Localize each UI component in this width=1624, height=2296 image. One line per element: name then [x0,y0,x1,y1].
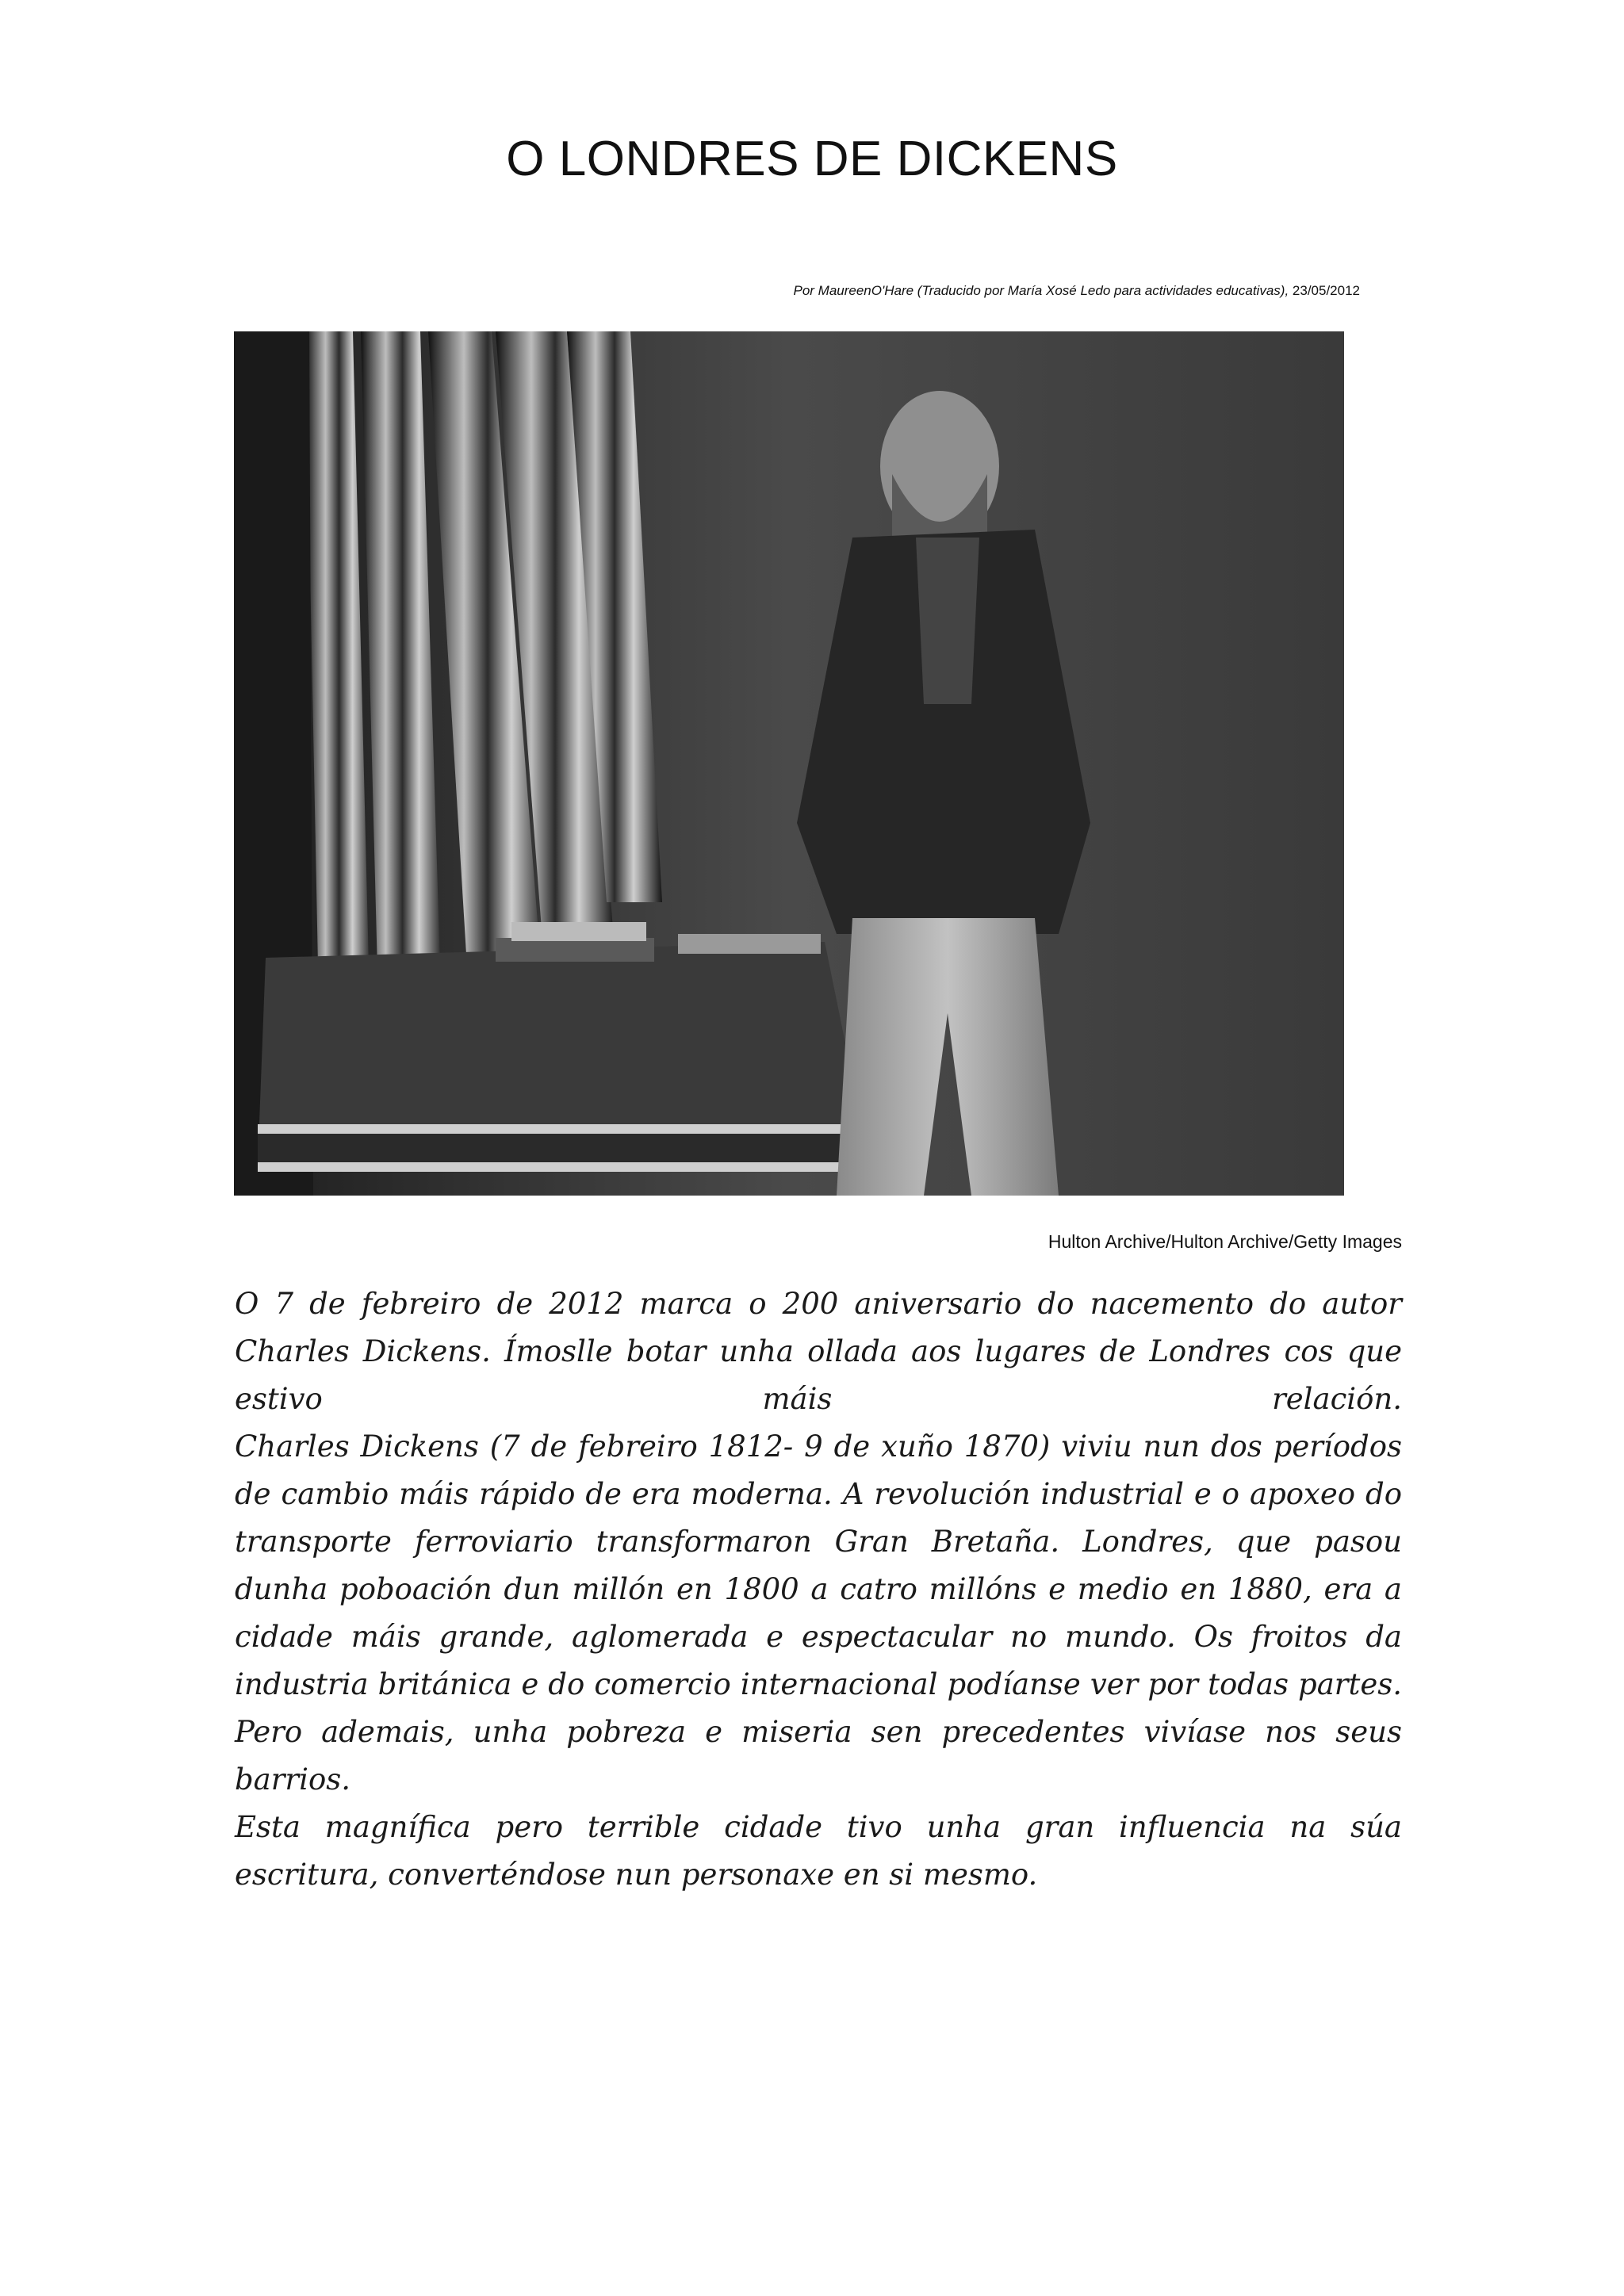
byline-author: Por MaureenO'Hare (Traducido por María Xosé Ledo para actividades educativas), [793,283,1289,298]
document-title: O LONDRES DE DICKENS [506,131,1118,186]
byline-date: 23/05/2012 [1289,283,1360,298]
paragraph-1: O 7 de febreiro de 2012 marca o 200 aniversario do nacemento do autor Charles Dickens. Ímoslle botar unha ollada aos lugares de Londres cos que estivo máis relación. [235,1287,1402,1416]
table [258,922,868,1172]
photo-credit: Hulton Archive/Hulton Archive/Getty Images [1048,1231,1402,1252]
portrait-photo-graphic [234,331,1344,1196]
paragraph-3: Esta magnífica pero terrible cidade tivo unha gran influencia na súa escritura, converténdose nun personaxe en si mesmo. [235,1810,1402,1892]
portrait-photo [234,331,1344,1196]
paragraph-2: Charles Dickens (7 de febreiro 1812- 9 de xuño 1870) viviu nun dos períodos de cambio máis rápido de era moderna. A revolución industrial e o apoxeo do transporte ferroviario transformaron Gran Bretaña. Londres, que pasou dunha poboación dun millón en 1800 a catro millóns e medio en 1880, era a cidade máis grande, aglomerada e espectacular no mundo. Os froitos da industria británica e do comercio internacional podíanse ver por todas partes. Pero ademais, unha pobreza e miseria sen precedentes vivíase nos seus barrios. [235,1429,1402,1797]
article-body [235,1280,1402,1899]
byline [555,283,1360,299]
